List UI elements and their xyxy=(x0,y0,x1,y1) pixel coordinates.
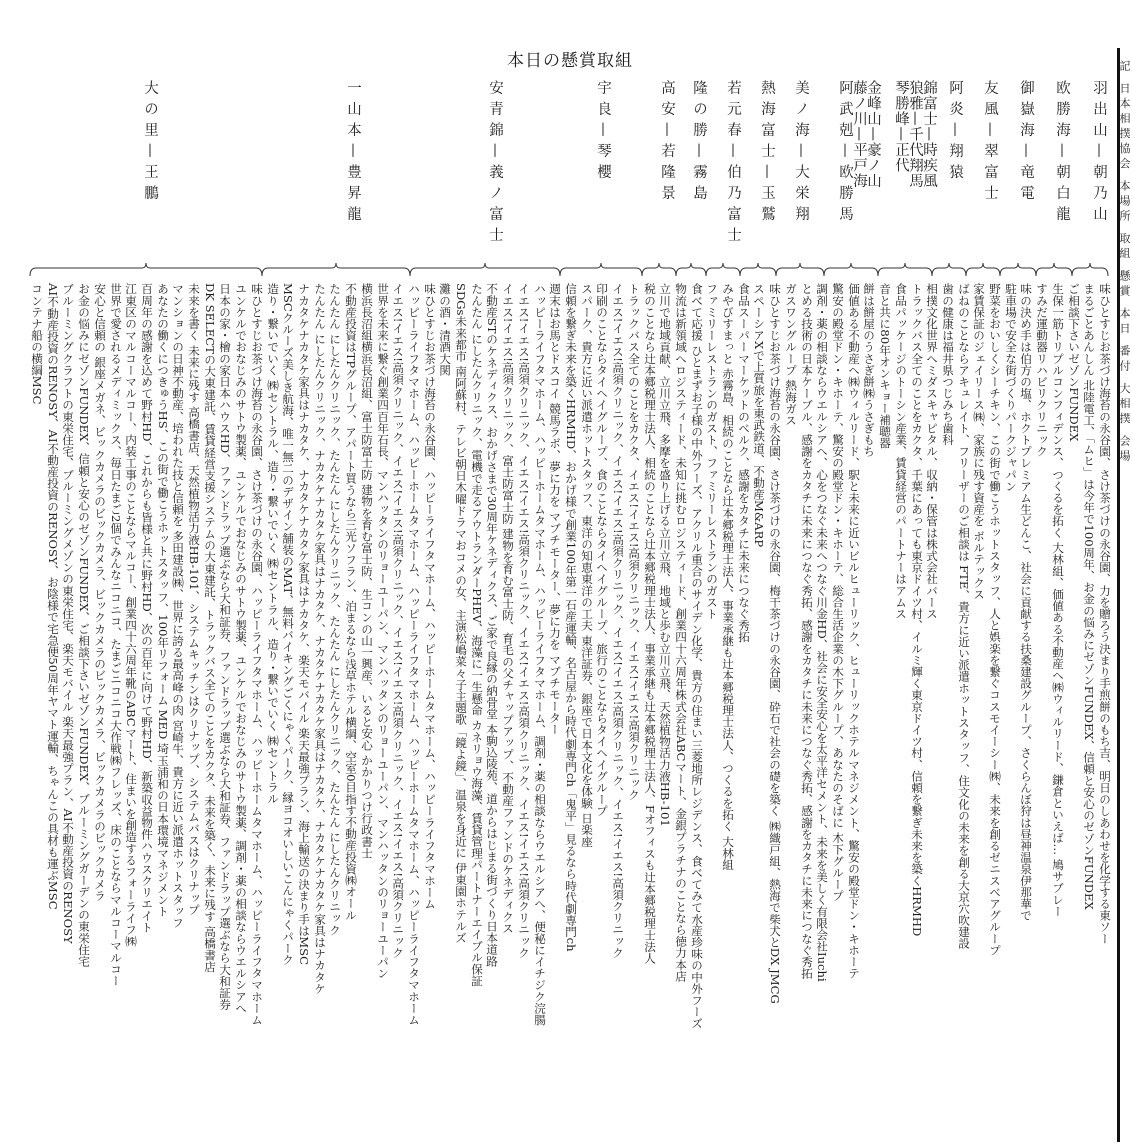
sponsor-column: 立川で地域貢献、立川立飛、多摩を盛り上げる立川立飛、地域と歩む立川立飛、天然植物活力液HB-101 xyxy=(658,283,672,827)
bout-2: 欧勝海—朝白龍 xyxy=(1054,80,1070,227)
sponsor-column: ガスワングループ 熱海ガス xyxy=(784,283,798,426)
brace-mark xyxy=(1000,263,1036,276)
sponsor-column: あなたの働くにつきゅうHS、この街で働こうホットスタッフ、100年リフォーム MED 埼玉浦和の日本環境マネジメント xyxy=(156,283,170,917)
bout-4: 友風—翠富士 xyxy=(982,80,998,206)
sponsor-column: 味ひとすじお茶づけ海苔の永谷園、さけ茶づけの永谷園、力を贈ろう決まり手煎餅のもち吉、明日のしあわせを化学する東ソー xyxy=(1098,283,1112,945)
sponsor-column: お金の悩みにゼゾンFUNDEX、信頼と安心のゼゾンFUNDEX、ご相談下さいゼゾンFUNDEX、ブルーミングガーデンの東栄住宅 xyxy=(77,283,91,967)
bout-17: 宇良—琴櫻 xyxy=(595,80,611,185)
sponsor-column: 灘の酒・清酒大関 xyxy=(438,283,452,376)
sponsor-column: 不動産投資はTPグループ、アパート買うなら三光ソフラン、泊まるなら浅草ホテル横綱、空室0目指す不動産投資㈱オール xyxy=(344,283,358,921)
sponsor-column: ブルーミングクラフトの東栄住宅、ブルーミングメゾンの東栄住宅、楽天モバイル 楽天最強プラン、AI不動産投資のRENOSY xyxy=(61,283,75,944)
sponsor-column: トラックバス全てのことをカクタ、千葉にあっても東京ドイツ村、イルミ輝く東京ドイツ村、信頼を繋ぎ未来を築くHRMHD xyxy=(910,283,924,937)
brace-mark xyxy=(1072,263,1108,276)
sponsor-column: 野菜をおいしくシーチキン、この街で働こうホットスタッフ、人と娯楽を繋ぐコスモイーシー㈱、未来を創るゼニスベアグループ xyxy=(988,283,1002,956)
sponsor-column: 食べて応援 ひとまずお子様の中外フーズ、アクリル重合のサイデン化学、貴方の住まい三菱地所レジデンス、食べてみて水産珍味の中外フーズ xyxy=(690,283,704,1030)
sponsor-column: 日本の家・檜の家日本ハウスHD、ファンドラップ選ぶなら大和証券、ファンドラップ選ぶなら大和証券、ファンドラップ選ぶなら大和証券 xyxy=(218,283,232,1011)
sponsor-column: 価値ある不動産へ㈱ウィルリード、駅と未来に近いビルヒューリック、ヒューリックホテルマネジメント、驚安の殿堂ドン・キホーテ xyxy=(847,283,861,979)
sponsor-column: コンテナ船の横綱MSC xyxy=(30,283,44,405)
bout-16: 高安—若隆景 xyxy=(659,80,675,206)
sponsor-column: 驚安の殿堂ドン・キホーテ、驚安の殿堂ドン・キホーテ、総合生活企業の木下グループ、あなたのそばに 木下グループ xyxy=(831,283,845,902)
sponsor-column: 味ひとすじお茶づけ海苔の永谷園、ハッピーライフタマホーム、ハッピーホームタマホーム、ハッピーライフタマホーム xyxy=(423,283,437,910)
sponsor-list xyxy=(0,283,1115,1143)
sponsor-column: イエス!イエス!高須クリニック、富士防富士防 建物を育む富士防、育毛の父チャップアップ、不動産ファンドのケネディクス xyxy=(501,283,515,935)
sponsor-column: 世界を未来に繋ぐ創業四百年石長、マンハッタンのリョーユーパン、マンハッタンのリョーユーパン、マンハッタンのリョーユーパン xyxy=(376,283,390,979)
sponsor-column: スパーク、貴方に近い派遣ホットスタッフ、東洋の知恵東洋の工夫 東洋証券、銀座で日本文化を体験 日楽座 xyxy=(580,283,594,848)
sponsor-column: 造り・繋いでいく ㈱セントラル、造り・繋いでいく ㈱セントラル、造り・繋いでいく ㈱セントラル xyxy=(266,283,280,805)
sponsor-column: 歯の健康は福井県つじみち歯科 xyxy=(941,283,955,446)
sponsor-column: 生保一筋トリプルコンフィデンス、つくるを拓く 大林組、価値ある不動産へ㈱ウィルリード、鎌倉といえば… 鳩サブレー xyxy=(1051,283,1065,917)
sponsor-column: 物流は新領域へロジスティード、未知に挑むロジスティード、創業四十六周年株式会社ABCマート、金銀プラチナのことなら徳力本店 xyxy=(674,283,688,982)
sponsor-column: たんたん にしたんクリニック、ナカタケナカタケ家具はナカタケ、ナカタケナカタケ家具はナカタケ、ナカタケナカタケ家具はナカタケ xyxy=(313,283,327,995)
sponsor-column: 税のことなら辻本郷税理士法人、相続のことなら辻本郷税理士法人、事業承継も辻本郷税理士法人、Fオフィスも辻本郷税理士法人 xyxy=(643,283,657,964)
sponsor-column: ファミリーレストランのガスト、ファミリーレストランのガスト xyxy=(705,283,719,620)
brace-mark xyxy=(676,263,706,276)
sponsor-column: DK SELECTの大東建託、賃貸経営支援システムの大東建託、トラックバス全てのことをカクタ、未来を築く、未来に残す 高橋書店 xyxy=(203,283,217,973)
brace-mark xyxy=(878,263,932,276)
sponsor-column: トラックバス全てのことをカクタ、イエス!イエス!高須クリニック、イエス!イエス!高須クリニック xyxy=(627,283,641,801)
sponsor-column: イエス!イエス!高須クリニック、イエス!イエス!高須クリニック、イエス!イエス!高須クリニック、イエス!イエス!高須クリニック xyxy=(517,283,531,959)
sponsor-column: 週末はお馬とドスコイ 競馬ラボ、夢に力を マブチモーター、夢に力を マブチモーター xyxy=(548,283,562,735)
sponsor-column: 不動産STのケネディクス、おかげさまで30周年ケネディクス、ご家で良縁の納骨堂 本駒込陵苑、道からはじまる街づくり日本道路 xyxy=(485,283,499,967)
bout-7: 狼雅—千代翔馬 xyxy=(907,80,923,189)
sponsor-column: ご相談下さいゼゾンFUNDEX xyxy=(1067,283,1081,442)
bout-10: 藤ノ川—平戸海 xyxy=(851,80,867,189)
bout-3: 御嶽海—竜電 xyxy=(1018,80,1034,206)
sponsor-column: 横浜長沼組横浜長沼組、富士防富士防 建物を育む富士防、生コンの山一興産、いると安心 かかりつけ行政書士 xyxy=(360,283,374,859)
sponsor-column: 印刷のことならタイヘイグループ、食のことならタイヘイグループ、旅行のことならタイヘイグループ xyxy=(595,283,609,817)
brace-mark xyxy=(966,263,1000,276)
brace-mark xyxy=(560,263,642,276)
sponsor-column: 調剤・薬の相談ならウエルシアへ、心をつなぐ未来へつなぐ川金HD、社会に安全安心を太平洋セメント、未来を美しく有限会社Iuchi xyxy=(815,283,829,982)
bout-6: 錦富士—時疾風 xyxy=(921,80,937,189)
bout-8: 琴勝峰—正代 xyxy=(893,80,909,173)
sponsor-column: ナカタケナカタケ家具はナカタケ、ナカタケナカタケ家具はナカタケ、楽天モバイル 楽天最強プラン、海上輸送の決まり手はMSC xyxy=(297,283,311,965)
bout-14: 若元春—伯乃富士 xyxy=(725,80,741,248)
bout-list xyxy=(0,80,1115,265)
bout-12: 美ノ海—大栄翔 xyxy=(793,80,809,227)
sponsor-column: まるごとあんしん 北陸電工、「ムヒ」は今年で100周年、お金の悩みにゼゾンFUNDEX、信頼と安心のゼゾンFUNDEX xyxy=(1082,283,1096,910)
sponsor-column: とめる技術の日本ケーブル、感謝をカタチに未来につなぐ秀拓、感謝をカタチに未来につなぐ秀拓、感謝をカタチに未来につなぐ秀拓 xyxy=(800,283,814,979)
edge-text: 記 日本相撲協会 本場所 取組 懸賞 本日 番付 大相撲 会場 xyxy=(1118,60,1131,465)
sponsor-column: ばねのことならアキュレイト、フリーザーのご相談は FTE、貴方に近い派遣ホットスタッフ、住文化の未来を創る大京穴吹建設 xyxy=(957,283,971,949)
brace-mark xyxy=(642,263,676,276)
sponsor-column: 信頼を繋ぎ未来を築くHRMHD、おかげ様で創業100年第一石産運輸、名古屋から時代劇専門ch「鬼平」見るなら時代劇専門ch xyxy=(564,283,578,952)
sponsor-column: 相撲文化世界へミダスキャピタル、収納・保管は株式会社バース xyxy=(925,283,939,620)
brace-mark xyxy=(410,263,560,276)
brace-mark xyxy=(776,263,824,276)
sponsor-column: ハッピーライフタマホーム、ハッピーホームタマホーム、ハッピーライフタマホーム、ハッピーホームタマホーム、ハッピーライフタマホーム xyxy=(407,283,421,1026)
sponsor-column: 食品パッケージのトーシン産業、賃貸経営のパートナーはアムス xyxy=(894,283,908,620)
sponsor-column: 味ひとすじお茶づけ海苔の永谷園、さけ茶づけの永谷園、梅干茶づけの永谷園、砕石で社会の礎を築く ㈱織戸組、熱海で柴犬とDX JMCG xyxy=(768,283,782,1004)
sponsor-column: イエス!イエス!高須クリニック、イエス!イエス!高須クリニック、イエス!イエス!高須クリニック、イエス!イエス!高須クリニック xyxy=(611,283,625,959)
sponsor-column: 味の決め手は伯方の塩、ホクトプレミアム生どんこ、社会に貢献する扶桑建設グループ、さくらんぼ狩は昼神温泉伊那華で xyxy=(1019,283,1033,921)
sponsor-column: すみだ運動器リハビリクリニック xyxy=(1035,283,1049,457)
sponsor-column: 家賃保証のジェイリース㈱、家族に残す資産を ボルテックス xyxy=(972,283,986,600)
brace-mark xyxy=(1036,263,1072,276)
sponsor-column: たんたん にしたんクリニック、たんたん にしたんクリニック、たんたん にしたんクリニック、たんたん にしたんクリニック xyxy=(328,283,342,936)
sponsor-column: 味ひとすじお茶づけ海苔の永谷園、さけ茶づけの永谷園、ハッピーライフタマホーム、ハッピーホームタマホーム、ハッピーライフタマホーム xyxy=(250,283,264,1026)
bout-18: 安青錦—義ノ富士 xyxy=(487,80,503,248)
bout-13: 熱海富士—玉鷲 xyxy=(759,80,775,227)
sponsor-column: 江東区のマルコーマルコー、内装工事のことならマルコー、創業四十六周年靴のABCマート、住まいを創造するフォーライフ㈱ xyxy=(124,283,138,947)
sponsor-column: たんたん にしたんクリニック、電機で走るアウトランダーPHEV、海藻に一生懸命 カネリョウ海藻、賃貸管理パートナーエイブル保証 xyxy=(470,283,484,987)
sponsor-column: 百周年の感謝を込めて野村HD、これからも皆様と共に野村HD、次の百年に向けて野村HD、新築収益物件ハウスクリエイト xyxy=(140,283,154,933)
sponsor-column: 食品スーパーマーケットのベルク、感謝をカタチに未来につなぐ秀拓 xyxy=(737,283,751,643)
brace-mark xyxy=(932,263,966,276)
bout-9: 金峰山—豪ノ山 xyxy=(865,80,881,189)
bout-19: 一山本—豊昇龍 xyxy=(345,80,361,227)
page-title: 本日の懸賞取組 xyxy=(507,51,633,71)
sponsor-column: 安心と信頼の 銀座メガネ、ビックカメラのビックカメラ、ビックカメラのビックカメラ、ビックカメラのビックカメラ xyxy=(93,283,107,902)
brace-mark xyxy=(30,263,262,276)
sponsor-column: イエス!イエス!高須クリニック、イエス!イエス!高須クリニック、イエス!イエス!高須クリニック、イエス!イエス!高須クリニック xyxy=(391,283,405,959)
brace-mark xyxy=(824,263,878,276)
sponsor-column: マンションの日神不動産、培われた技と信頼を 多田建設㈱、世界に誇る最高峰の肉 宮崎牛、貴方に近い派遣ホットスタッフ xyxy=(171,283,185,929)
sponsor-column: ハッピーライフタマホーム、ハッピーホームタマホーム、ハッピーライフタマホーム、調剤・薬の相談ならウエルシアへ、便秘にイチジク浣腸 xyxy=(533,283,547,1026)
sponsor-column: 未来を書く 未来に残す 高橋書店、天然植物活力液HB-101、システムキッチンはクリナップ、システムバスはクリナップ xyxy=(187,283,201,916)
bout-15: 隆の勝—霧島 xyxy=(691,80,707,206)
sponsor-column: MSCクルーズ美しき航海、唯一無二のデザイン舗装のMAT、無料バイキングごくにゃくパーク、縁ヨコオいしいこんにゃくパーク xyxy=(281,283,295,966)
bout-11: 阿武剋—欧勝馬 xyxy=(837,80,853,227)
brace-mark xyxy=(262,263,410,276)
sponsor-column: SDGs未来都市 南阿蘇村、テレビ朝日木曜ドラマおコメの女、主演松嶋菜々子主題歌「鏡よ鏡」、温泉を身近に 伊東園ホテルズ xyxy=(454,283,468,944)
sponsor-column: 世界で愛されるメディミックス、毎日たまご2個でみんなニコニコ、たまごニコニコ大作戦㈱フレッズ、床のことならマルコーマルコー xyxy=(109,283,123,987)
sponsor-column: スペーシアXで上質旅を東武鉄道、不動産M&ARP xyxy=(752,283,766,548)
sponsor-column: AI不動産投資のRENOSY、AI不動産投資のRENOSY、お陰様で宅急便50周年ヤマト運輸、ちゃんこの具材も運ぶMSC xyxy=(46,283,60,910)
sponsor-column: みやびすまっと 赤霧島、相続のことなら辻本郷税理士法人、事業承継も辻本郷税理士法人、つくるを拓く 大林組 xyxy=(721,283,735,871)
brace-mark xyxy=(706,263,740,276)
brace-mark xyxy=(740,263,776,276)
sponsor-column: 音と共に80年オンキョー補聴器 xyxy=(878,283,892,449)
bout-20: 大の里—王鵬 xyxy=(142,80,158,206)
bout-5: 阿炎—翔猿 xyxy=(947,80,963,185)
sponsor-column: ユンケルでおなじみのサトウ製薬、ユンケルでおなじみのサトウ製薬、ユンケルでおなじみのサトウ製薬、調剤・薬の相談ならウエルシアへ xyxy=(234,283,248,1014)
sponsor-column: 駐車場で安全な街づくりパークジャパン xyxy=(1004,283,1018,492)
bout-1: 羽出山—朝乃山 xyxy=(1091,80,1107,227)
sponsor-column: 餅は餅屋のうさぎ餅㈱うさぎもち xyxy=(862,283,876,457)
